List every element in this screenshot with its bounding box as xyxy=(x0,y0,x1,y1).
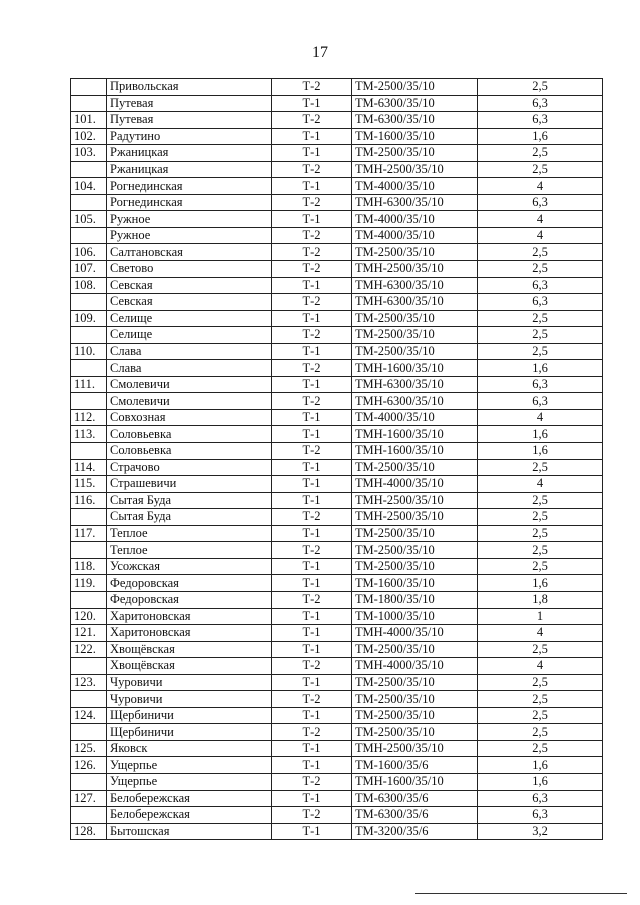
table-row xyxy=(71,409,603,426)
table-row xyxy=(71,658,603,675)
table-row xyxy=(71,790,603,807)
row-number xyxy=(71,393,107,410)
transformer-id: Т-1 xyxy=(272,211,352,228)
table-row xyxy=(71,558,603,575)
transformer-type: ТМ-6300/35/10 xyxy=(352,112,478,129)
substation-name: Селище xyxy=(107,327,272,344)
transformer-type: ТМ-2500/35/10 xyxy=(352,79,478,96)
row-number xyxy=(71,724,107,741)
row-number: 104. xyxy=(71,178,107,195)
transformer-id: Т-1 xyxy=(272,740,352,757)
substation-name: Смолевичи xyxy=(107,376,272,393)
transformer-type: ТМ-2500/35/10 xyxy=(352,641,478,658)
transformer-id: Т-1 xyxy=(272,492,352,509)
table-row xyxy=(71,244,603,261)
substation-name: Теплое xyxy=(107,525,272,542)
rated-power: 1,6 xyxy=(478,575,603,592)
row-number: 120. xyxy=(71,608,107,625)
transformer-type: ТМ-2500/35/10 xyxy=(352,674,478,691)
transformer-type: ТМ-6300/35/6 xyxy=(352,790,478,807)
transformer-type: ТМН-1600/35/10 xyxy=(352,443,478,460)
rated-power: 4 xyxy=(478,625,603,642)
substation-name: Хвощёвская xyxy=(107,658,272,675)
transformer-type: ТМН-2500/35/10 xyxy=(352,740,478,757)
substation-name: Путевая xyxy=(107,112,272,129)
transformer-id: Т-1 xyxy=(272,476,352,493)
transformer-type: ТМ-1000/35/10 xyxy=(352,608,478,625)
substation-table xyxy=(70,78,603,840)
transformer-type: ТМ-1600/35/10 xyxy=(352,575,478,592)
transformer-type: ТМ-2500/35/10 xyxy=(352,542,478,559)
table-row xyxy=(71,194,603,211)
substation-name: Селище xyxy=(107,310,272,327)
row-number xyxy=(71,95,107,112)
row-number: 103. xyxy=(71,145,107,162)
transformer-id: Т-1 xyxy=(272,575,352,592)
rated-power: 6,3 xyxy=(478,277,603,294)
transformer-type: ТМ-2500/35/10 xyxy=(352,525,478,542)
table-row xyxy=(71,773,603,790)
transformer-id: Т-1 xyxy=(272,757,352,774)
table-row xyxy=(71,393,603,410)
substation-name: Чуровичи xyxy=(107,691,272,708)
transformer-id: Т-2 xyxy=(272,294,352,311)
substation-name: Слава xyxy=(107,343,272,360)
transformer-id: Т-1 xyxy=(272,823,352,840)
table-row xyxy=(71,575,603,592)
transformer-id: Т-2 xyxy=(272,244,352,261)
substation-name: Страчово xyxy=(107,459,272,476)
table-row xyxy=(71,426,603,443)
table-row xyxy=(71,707,603,724)
row-number xyxy=(71,227,107,244)
transformer-type: ТМ-2500/35/10 xyxy=(352,691,478,708)
table-row xyxy=(71,277,603,294)
row-number: 102. xyxy=(71,128,107,145)
row-number: 101. xyxy=(71,112,107,129)
table-row xyxy=(71,691,603,708)
substation-name: Смолевичи xyxy=(107,393,272,410)
rated-power: 2,5 xyxy=(478,707,603,724)
transformer-type: ТМ-3200/35/6 xyxy=(352,823,478,840)
transformer-type: ТМН-1600/35/10 xyxy=(352,426,478,443)
row-number: 116. xyxy=(71,492,107,509)
transformer-type: ТМ-4000/35/10 xyxy=(352,227,478,244)
transformer-type: ТМ-2500/35/10 xyxy=(352,244,478,261)
transformer-id: Т-1 xyxy=(272,707,352,724)
transformer-type: ТМ-6300/35/10 xyxy=(352,95,478,112)
transformer-type: ТМ-6300/35/6 xyxy=(352,807,478,824)
transformer-id: Т-1 xyxy=(272,343,352,360)
table-row xyxy=(71,310,603,327)
transformer-type: ТМ-4000/35/10 xyxy=(352,178,478,195)
row-number: 105. xyxy=(71,211,107,228)
transformer-type: ТМ-4000/35/10 xyxy=(352,211,478,228)
table-row xyxy=(71,459,603,476)
table-row xyxy=(71,641,603,658)
rated-power: 2,5 xyxy=(478,492,603,509)
rated-power: 4 xyxy=(478,409,603,426)
page-number: 17 xyxy=(312,44,328,61)
footer-divider xyxy=(415,893,627,894)
transformer-id: Т-1 xyxy=(272,608,352,625)
row-number xyxy=(71,591,107,608)
rated-power: 2,5 xyxy=(478,724,603,741)
transformer-type: ТМ-2500/35/10 xyxy=(352,558,478,575)
table-row xyxy=(71,79,603,96)
transformer-type: ТМ-4000/35/10 xyxy=(352,409,478,426)
substation-name: Сытая Буда xyxy=(107,492,272,509)
table-row xyxy=(71,178,603,195)
substation-name: Рогнединская xyxy=(107,194,272,211)
substation-name: Светово xyxy=(107,261,272,278)
table-row xyxy=(71,674,603,691)
transformer-type: ТМ-2500/35/10 xyxy=(352,327,478,344)
substation-name: Белобережская xyxy=(107,807,272,824)
rated-power: 1,6 xyxy=(478,757,603,774)
transformer-id: Т-2 xyxy=(272,591,352,608)
substation-name: Соловьевка xyxy=(107,426,272,443)
transformer-id: Т-1 xyxy=(272,178,352,195)
transformer-type: ТМН-2500/35/10 xyxy=(352,161,478,178)
rated-power: 4 xyxy=(478,658,603,675)
rated-power: 4 xyxy=(478,476,603,493)
rated-power: 1,6 xyxy=(478,443,603,460)
transformer-type: ТМН-6300/35/10 xyxy=(352,294,478,311)
table-row xyxy=(71,145,603,162)
row-number xyxy=(71,443,107,460)
table-row xyxy=(71,608,603,625)
row-number xyxy=(71,542,107,559)
substation-name: Харитоновская xyxy=(107,608,272,625)
transformer-id: Т-1 xyxy=(272,426,352,443)
rated-power: 2,5 xyxy=(478,542,603,559)
rated-power: 1,6 xyxy=(478,426,603,443)
row-number xyxy=(71,294,107,311)
table-row xyxy=(71,211,603,228)
table-row xyxy=(71,327,603,344)
rated-power: 4 xyxy=(478,211,603,228)
transformer-id: Т-2 xyxy=(272,112,352,129)
table-row xyxy=(71,740,603,757)
transformer-id: Т-2 xyxy=(272,79,352,96)
row-number: 122. xyxy=(71,641,107,658)
row-number: 127. xyxy=(71,790,107,807)
transformer-type: ТМ-2500/35/10 xyxy=(352,459,478,476)
row-number xyxy=(71,79,107,96)
row-number: 118. xyxy=(71,558,107,575)
transformer-type: ТМН-6300/35/10 xyxy=(352,393,478,410)
rated-power: 1,6 xyxy=(478,128,603,145)
table-row xyxy=(71,509,603,526)
rated-power: 1,6 xyxy=(478,360,603,377)
transformer-id: Т-2 xyxy=(272,443,352,460)
substation-name: Харитоновская xyxy=(107,625,272,642)
transformer-id: Т-1 xyxy=(272,525,352,542)
transformer-id: Т-2 xyxy=(272,261,352,278)
table-row xyxy=(71,807,603,824)
transformer-type: ТМН-1600/35/10 xyxy=(352,360,478,377)
substation-name: Слава xyxy=(107,360,272,377)
row-number: 126. xyxy=(71,757,107,774)
rated-power: 6,3 xyxy=(478,294,603,311)
transformer-id: Т-1 xyxy=(272,674,352,691)
rated-power: 6,3 xyxy=(478,376,603,393)
rated-power: 1,6 xyxy=(478,773,603,790)
rated-power: 2,5 xyxy=(478,161,603,178)
row-number xyxy=(71,194,107,211)
transformer-type: ТМН-4000/35/10 xyxy=(352,476,478,493)
transformer-id: Т-1 xyxy=(272,95,352,112)
transformer-id: Т-1 xyxy=(272,459,352,476)
rated-power: 6,3 xyxy=(478,393,603,410)
transformer-id: Т-1 xyxy=(272,277,352,294)
transformer-id: Т-2 xyxy=(272,509,352,526)
substation-name: Ущерпье xyxy=(107,757,272,774)
table-row xyxy=(71,95,603,112)
rated-power: 3,2 xyxy=(478,823,603,840)
substation-name: Привольская xyxy=(107,79,272,96)
row-number xyxy=(71,658,107,675)
row-number xyxy=(71,327,107,344)
row-number: 106. xyxy=(71,244,107,261)
table-row xyxy=(71,376,603,393)
table-row xyxy=(71,294,603,311)
row-number: 107. xyxy=(71,261,107,278)
transformer-type: ТМ-2500/35/10 xyxy=(352,145,478,162)
substation-name: Радутино xyxy=(107,128,272,145)
transformer-id: Т-2 xyxy=(272,393,352,410)
substation-name: Страшевичи xyxy=(107,476,272,493)
row-number: 123. xyxy=(71,674,107,691)
table-row xyxy=(71,343,603,360)
transformer-id: Т-2 xyxy=(272,807,352,824)
row-number: 128. xyxy=(71,823,107,840)
substation-name: Соловьевка xyxy=(107,443,272,460)
table-row xyxy=(71,625,603,642)
row-number: 111. xyxy=(71,376,107,393)
transformer-type: ТМ-1600/35/10 xyxy=(352,128,478,145)
transformer-id: Т-2 xyxy=(272,658,352,675)
rated-power: 2,5 xyxy=(478,145,603,162)
substation-name: Рогнединская xyxy=(107,178,272,195)
rated-power: 2,5 xyxy=(478,558,603,575)
rated-power: 6,3 xyxy=(478,95,603,112)
transformer-id: Т-2 xyxy=(272,724,352,741)
row-number: 108. xyxy=(71,277,107,294)
transformer-id: Т-2 xyxy=(272,542,352,559)
rated-power: 2,5 xyxy=(478,691,603,708)
substation-name: Путевая xyxy=(107,95,272,112)
table-row xyxy=(71,757,603,774)
transformer-type: ТМН-4000/35/10 xyxy=(352,658,478,675)
transformer-id: Т-1 xyxy=(272,558,352,575)
transformer-type: ТМН-2500/35/10 xyxy=(352,261,478,278)
table-row xyxy=(71,724,603,741)
transformer-id: Т-2 xyxy=(272,773,352,790)
transformer-type: ТМН-6300/35/10 xyxy=(352,277,478,294)
rated-power: 1,8 xyxy=(478,591,603,608)
table-row xyxy=(71,525,603,542)
table-row xyxy=(71,261,603,278)
transformer-id: Т-2 xyxy=(272,194,352,211)
table-row xyxy=(71,112,603,129)
row-number: 110. xyxy=(71,343,107,360)
transformer-id: Т-1 xyxy=(272,790,352,807)
rated-power: 6,3 xyxy=(478,790,603,807)
substation-name: Севская xyxy=(107,294,272,311)
transformer-id: Т-1 xyxy=(272,409,352,426)
substation-name: Белобережская xyxy=(107,790,272,807)
substation-name: Салтановская xyxy=(107,244,272,261)
rated-power: 2,5 xyxy=(478,459,603,476)
table-row xyxy=(71,542,603,559)
table-row xyxy=(71,227,603,244)
transformer-id: Т-1 xyxy=(272,641,352,658)
substation-name: Ржаницкая xyxy=(107,145,272,162)
transformer-id: Т-1 xyxy=(272,625,352,642)
substation-name: Теплое xyxy=(107,542,272,559)
table-row xyxy=(71,591,603,608)
transformer-id: Т-2 xyxy=(272,227,352,244)
table-row xyxy=(71,443,603,460)
transformer-type: ТМ-2500/35/10 xyxy=(352,724,478,741)
substation-name: Усожская xyxy=(107,558,272,575)
substation-name: Севская xyxy=(107,277,272,294)
row-number xyxy=(71,773,107,790)
table-row xyxy=(71,128,603,145)
row-number xyxy=(71,691,107,708)
substation-name: Ржаницкая xyxy=(107,161,272,178)
transformer-id: Т-2 xyxy=(272,161,352,178)
rated-power: 4 xyxy=(478,227,603,244)
rated-power: 2,5 xyxy=(478,509,603,526)
transformer-type: ТМ-2500/35/10 xyxy=(352,343,478,360)
rated-power: 2,5 xyxy=(478,674,603,691)
substation-name: Совхозная xyxy=(107,409,272,426)
rated-power: 2,5 xyxy=(478,79,603,96)
transformer-id: Т-2 xyxy=(272,691,352,708)
rated-power: 2,5 xyxy=(478,310,603,327)
rated-power: 6,3 xyxy=(478,194,603,211)
rated-power: 4 xyxy=(478,178,603,195)
substation-name: Чуровичи xyxy=(107,674,272,691)
row-number: 125. xyxy=(71,740,107,757)
substation-name: Щербиничи xyxy=(107,724,272,741)
row-number: 121. xyxy=(71,625,107,642)
row-number xyxy=(71,161,107,178)
row-number xyxy=(71,509,107,526)
transformer-type: ТМН-6300/35/10 xyxy=(352,376,478,393)
transformer-id: Т-1 xyxy=(272,145,352,162)
transformer-type: ТМ-2500/35/10 xyxy=(352,707,478,724)
table-row xyxy=(71,492,603,509)
rated-power: 2,5 xyxy=(478,327,603,344)
substation-name: Федоровская xyxy=(107,591,272,608)
row-number: 115. xyxy=(71,476,107,493)
transformer-id: Т-2 xyxy=(272,327,352,344)
transformer-type: ТМН-6300/35/10 xyxy=(352,194,478,211)
substation-name: Ружное xyxy=(107,211,272,228)
row-number: 124. xyxy=(71,707,107,724)
rated-power: 6,3 xyxy=(478,807,603,824)
row-number xyxy=(71,807,107,824)
row-number xyxy=(71,360,107,377)
rated-power: 2,5 xyxy=(478,343,603,360)
substation-name: Сытая Буда xyxy=(107,509,272,526)
substation-name: Хвощёвская xyxy=(107,641,272,658)
table-row xyxy=(71,161,603,178)
row-number: 112. xyxy=(71,409,107,426)
row-number: 109. xyxy=(71,310,107,327)
transformer-id: Т-1 xyxy=(272,376,352,393)
table-row xyxy=(71,360,603,377)
rated-power: 6,3 xyxy=(478,112,603,129)
transformer-id: Т-1 xyxy=(272,128,352,145)
rated-power: 2,5 xyxy=(478,740,603,757)
substation-name: Федоровская xyxy=(107,575,272,592)
transformer-type: ТМН-2500/35/10 xyxy=(352,492,478,509)
substation-name: Ущерпье xyxy=(107,773,272,790)
table-row xyxy=(71,476,603,493)
row-number: 113. xyxy=(71,426,107,443)
transformer-type: ТМН-4000/35/10 xyxy=(352,625,478,642)
rated-power: 1 xyxy=(478,608,603,625)
substation-name: Ружное xyxy=(107,227,272,244)
row-number: 114. xyxy=(71,459,107,476)
substation-name: Щербиничи xyxy=(107,707,272,724)
rated-power: 2,5 xyxy=(478,244,603,261)
transformer-type: ТМН-2500/35/10 xyxy=(352,509,478,526)
transformer-type: ТМ-2500/35/10 xyxy=(352,310,478,327)
substation-name: Яковск xyxy=(107,740,272,757)
table-row xyxy=(71,823,603,840)
rated-power: 2,5 xyxy=(478,261,603,278)
transformer-id: Т-1 xyxy=(272,310,352,327)
row-number: 119. xyxy=(71,575,107,592)
transformer-type: ТМН-1600/35/10 xyxy=(352,773,478,790)
row-number: 117. xyxy=(71,525,107,542)
rated-power: 2,5 xyxy=(478,525,603,542)
substation-name: Бытошская xyxy=(107,823,272,840)
transformer-id: Т-2 xyxy=(272,360,352,377)
transformer-type: ТМ-1600/35/6 xyxy=(352,757,478,774)
transformer-type: ТМ-1800/35/10 xyxy=(352,591,478,608)
rated-power: 2,5 xyxy=(478,641,603,658)
